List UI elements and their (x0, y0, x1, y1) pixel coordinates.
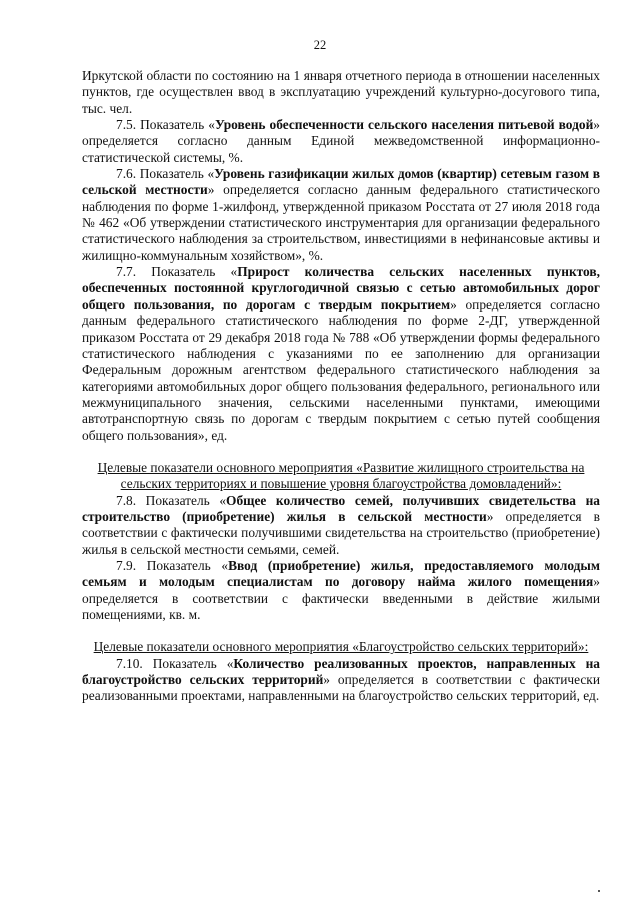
indicator-title-7-5: Уровень обеспеченности сельского населения питьевой водой (214, 117, 594, 133)
indicator-title-7-10: Количество реализованных проектов, направленных на благоустройство сельских территорий (82, 655, 600, 688)
paragraph-7-9-text: » определяется в соответствии с фактически введенными в действие жилыми помещениями, кв. м. (82, 574, 600, 622)
paragraph-7-7-text: » определяется согласно данным федерального статистического наблюдения по форме 2-ДГ, утвержденной приказом Росстата от 29 декабря 2018 года № 788 «Об утверждении формы федерального статистического наблюдения с указаниями по ее заполнению для организации Федеральным дорожным агентством федерального статистического наблюдения за категориями автомобильных дорог общего пользования федерального, регионального или межмуниципального значения, сельскими населенными пунктами, имеющими автотранспортную связь по дорогам с твердым покрытием с сетью путей сообщения общего пользования», ед. (82, 296, 600, 443)
paragraph-7-8-lead: 7.8. Показатель « (116, 492, 227, 508)
paragraph-7-5-lead: 7.5. Показатель « (116, 117, 215, 133)
indicator-title-7-7: Прирост количества сельских населенных пунктов, обеспеченных постоянной круглогодичной связью с сетью автомобильных дорог общего пользования, по дорогам с твердым покрытием (82, 264, 600, 312)
paragraph-7-6 (82, 166, 600, 264)
paragraph-7-5-text: » определяется согласно данным Единой межведомственной информационно-статистической системы, %. (82, 117, 600, 165)
indicator-title-7-8: Общее количество семей, получивших свидетельства на строительство (приобретение) жилья в сельской местности (82, 492, 600, 524)
section-heading-housing: Целевые показатели основного мероприятия «Развитие жилищного строительства на сельских территориях и повышение уровня благоустройства домовладений»: (97, 459, 585, 492)
indicator-title-7-6: Уровень газификации жилых домов (квартир) сетевым газом в сельской местности (82, 166, 601, 198)
paragraph-7-8 (82, 493, 600, 558)
paragraph-7-9 (82, 558, 600, 623)
paragraph-7-10-text: » определяется в соответствии с фактически реализованными проектами, направленными на благоустройство сельских территорий, ед. (82, 672, 600, 704)
paragraph-7-8-text: » определяется в соответствии с фактически получившими свидетельства на строительство (приобретение) жилья в сельской местности семьями, семей. (82, 508, 600, 557)
paragraph-7-6-lead: 7.6. Показатель « (116, 166, 215, 182)
paragraph-7-6-text: » определяется согласно данным федерального статистического наблюдения по форме 1-жилфонд, утвержденной приказом Росстата от 27 июля 2018 года № 462 «Об утверждении статистического инструментария для организации федерального статистического наблюдения за строительством, инвестициями в нефинансовые активы и жилищно-коммунальным хозяйством», %. (82, 182, 600, 263)
paragraph-continuation: Иркутской области по состоянию на 1 января отчетного периода в отношении населенных пунктов, где осуществлен ввод в эксплуатацию учреждений культурно-досугового типа, тыс. чел. (82, 68, 600, 116)
scan-speck (598, 890, 600, 892)
paragraph-7-7-lead: 7.7. Показатель « (116, 264, 238, 280)
paragraph-7-7 (82, 264, 600, 444)
paragraph-7-9-lead: 7.9. Показатель « (116, 557, 229, 573)
page-number: 22 (313, 38, 327, 52)
section-heading-improvement: Целевые показатели основного мероприятия «Благоустройство сельских территорий»: (93, 639, 589, 655)
paragraph-7-5 (82, 117, 600, 166)
paragraph-7-10 (82, 656, 600, 705)
indicator-title-7-9: Ввод (приобретение) жилья, предоставляемого молодым семьям и молодым специалистам по договору найма жилого помещения (82, 557, 600, 590)
paragraph-7-10-lead: 7.10. Показатель « (116, 655, 234, 671)
document-body (82, 68, 600, 705)
